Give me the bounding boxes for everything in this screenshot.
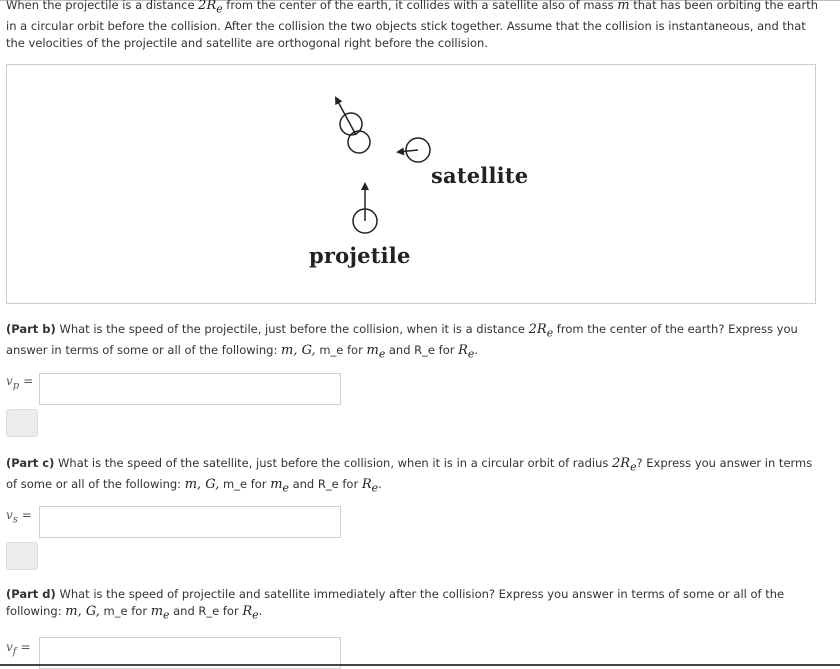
math-re: $R_e$: [361, 476, 379, 495]
math-vars: m, G,: [281, 342, 316, 358]
part-c-submit-button[interactable]: [6, 542, 38, 570]
vf-label: $v_f$ =: [6, 640, 31, 658]
math-re: $R_e$: [242, 604, 259, 622]
math-vars: m, G,: [184, 476, 220, 492]
collision-figure: [6, 64, 816, 304]
math-me: $m_e$: [150, 604, 170, 622]
intro-text: from the center of the earth, it collides with a satellite also of mass: [222, 0, 618, 12]
intro-paragraph: [6, 0, 826, 52]
collision-diagram: [7, 65, 815, 303]
part-d-question: (Part d) What is the speed of projectile and satellite immediately after the collision? Express you answer in terms of some or all of the following: m, G, m_e for $m_e$ and R_e for $R_e$.: [6, 587, 785, 622]
part-c-tag: (Part c): [6, 456, 55, 470]
projectile-label: projetile: [309, 243, 411, 268]
part-b-tag: (Part b): [6, 322, 56, 336]
math-2re: $2R_e$: [612, 456, 637, 474]
part-d-tag: (Part d): [6, 587, 56, 601]
math-re: $R_e$: [458, 342, 475, 361]
satellite-icon: [398, 138, 430, 162]
intro-text: When the projectile is a distance: [6, 0, 199, 12]
part-b-submit-button[interactable]: [6, 409, 38, 437]
math-me: $m_e$: [366, 342, 386, 361]
part-b-question: (Part b) What is the speed of the projectile, just before the collision, when it is a distance $2R_e$ from the center of the earth? Express you answer in terms of some or all of the following: m, G, m_e for $m_e$ and R_e for $R_e$.: [6, 322, 798, 361]
vs-answer-input[interactable]: [39, 506, 341, 538]
projectile-icon: [353, 184, 377, 233]
math-2re: $2R_e$: [528, 322, 554, 340]
vs-label: $v_s$ =: [6, 508, 32, 526]
math-m: m: [617, 0, 630, 13]
math-vars: m, G,: [65, 604, 100, 619]
satellite-label: satellite: [431, 163, 529, 188]
combined-objects-icon: [336, 98, 370, 153]
math-2re: $2R_e$: [198, 0, 223, 16]
intro-text: that has been orbiting the earth in a circular orbit before the collision. After the collision the two objects stick together. Assume that the collision is instantaneous, and that the velocities of the projectile and satellite are orthogonal right before the collision.: [6, 0, 818, 50]
math-me: $m_e$: [270, 476, 289, 495]
vp-answer-input[interactable]: [39, 373, 341, 405]
vp-label: $v_p$ =: [6, 374, 34, 392]
part-c-question: (Part c) What is the speed of the satellite, just before the collision, when it is in a circular orbit of radius $2R_e$? Express you answer in terms of some or all of the following: m, G, m_e for $m_e$ and R_e for $R_e$.: [6, 456, 813, 495]
